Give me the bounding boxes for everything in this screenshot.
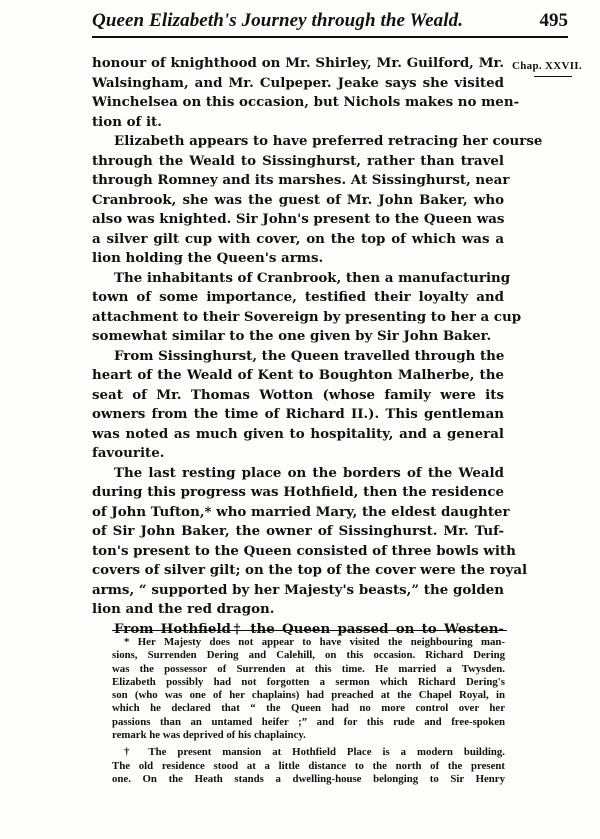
text-line: of Sir John Baker, the owner of Sissinghurst. Mr. Tuf-	[92, 523, 504, 539]
text-line: covers of silver gilt; on the top of the cover were the royal	[92, 562, 528, 578]
footnote-line: passions than an untamed heifer ;” and for this rude and free-spoken	[112, 715, 505, 728]
footnote-line: which he declared that “ the Queen had no more control over her	[112, 702, 505, 715]
paragraph	[92, 54, 520, 132]
text-line: also was knighted. Sir John's present to the Queen was	[92, 211, 505, 227]
text-line: ton's present to the Queen consisted of three bowls with	[92, 542, 516, 559]
footnote-line: son (who was one of her chaplains) had preached at the Chapel Royal, in	[112, 689, 505, 702]
body-text	[92, 54, 543, 639]
footnote-divider	[112, 630, 507, 631]
footnote-line: sions, Surrenden Dering and Calehill, on this occasion. Richard Dering	[112, 649, 505, 662]
margin-note-rule	[534, 76, 572, 77]
paragraph	[92, 464, 528, 620]
text-line: The inhabitants of Cranbrook, then a manufacturing	[114, 269, 511, 286]
text-line: during this progress was Hothfield, then the residence	[92, 484, 504, 500]
text-line: Cranbrook, she was the guest of Mr. John Baker, who	[92, 191, 504, 208]
text-line: arms, “ supported by her Majesty's beasts,” the golden	[92, 581, 504, 598]
paragraph	[92, 269, 522, 347]
footnote	[112, 636, 505, 742]
paragraph	[92, 347, 504, 464]
text-line: through the Weald to Sissinghurst, rather than travel	[92, 152, 504, 169]
text-line: lion holding the Queen's arms.	[92, 250, 324, 266]
text-line: From Sissinghurst, the Queen travelled through the	[114, 347, 505, 364]
footnote-line: Elizabeth possibly had not forgotten a sermon which Richard Dering's	[112, 675, 505, 688]
footnote-line: * Her Majesty does not appear to have visited the neighbouring man-	[124, 636, 505, 648]
text-line: town of some importance, testified their loyalty and	[92, 289, 504, 305]
text-line: lion and the red dragon.	[92, 601, 275, 617]
footnote	[112, 746, 505, 786]
text-line: From Hothfield† the Queen passed on to Westen-	[114, 620, 504, 637]
text-line: Elizabeth appears to have preferred retracing her course	[114, 133, 543, 149]
text-line: somewhat similar to the one given by Sir John Baker.	[92, 328, 492, 344]
running-title: Queen Elizabeth's Journey through the Weald.	[92, 10, 464, 31]
text-line: heart of the Weald of Kent to Boughton Malherbe, the	[92, 367, 504, 383]
text-line: tion of it.	[92, 113, 162, 130]
footnote-line: was the possessor of Surrenden at this time. He married a Twysden.	[112, 662, 505, 675]
running-header	[92, 10, 568, 38]
text-line: Winchelsea on this occasion, but Nichols makes no men-	[92, 94, 520, 110]
text-line: The last resting place on the borders of the Weald	[114, 464, 504, 481]
footnote-line: remark he was deprived of his chaplaincy.	[112, 729, 306, 742]
text-line: Walsingham, and Mr. Culpeper. Jeake says she visited	[92, 74, 504, 91]
footnotes	[112, 636, 505, 786]
text-line: owners from the time of Richard II.). This gentleman	[92, 406, 504, 422]
text-line: through Romney and its marshes. At Sissinghurst, near	[92, 172, 510, 188]
chapter-margin-note: Chap. XXVII.	[512, 60, 582, 72]
text-line: honour of knighthood on Mr. Shirley, Mr. Guilford, Mr.	[92, 55, 504, 71]
text-line: a silver gilt cup with cover, on the top of which was a	[92, 230, 504, 247]
footnote-line: one. On the Heath stands a dwelling-house belonging to Sir Henry	[112, 772, 505, 785]
footnote-line: The old residence stood at a little distance to the north of the present	[112, 759, 505, 772]
page-number: 495	[539, 10, 568, 31]
paragraph	[92, 132, 543, 269]
footnote-line: † The present mansion at Hothfield Place is a modern building.	[124, 746, 505, 759]
text-line: attachment to their Sovereign by presenting to her a cup	[92, 308, 522, 325]
text-line: of John Tufton,* who married Mary, the eldest daughter	[92, 503, 510, 520]
text-line: was noted as much given to hospitality, and a general	[92, 425, 504, 442]
text-line: favourite.	[92, 445, 165, 461]
text-line: seat of Mr. Thomas Wotton (whose family were its	[92, 386, 504, 403]
